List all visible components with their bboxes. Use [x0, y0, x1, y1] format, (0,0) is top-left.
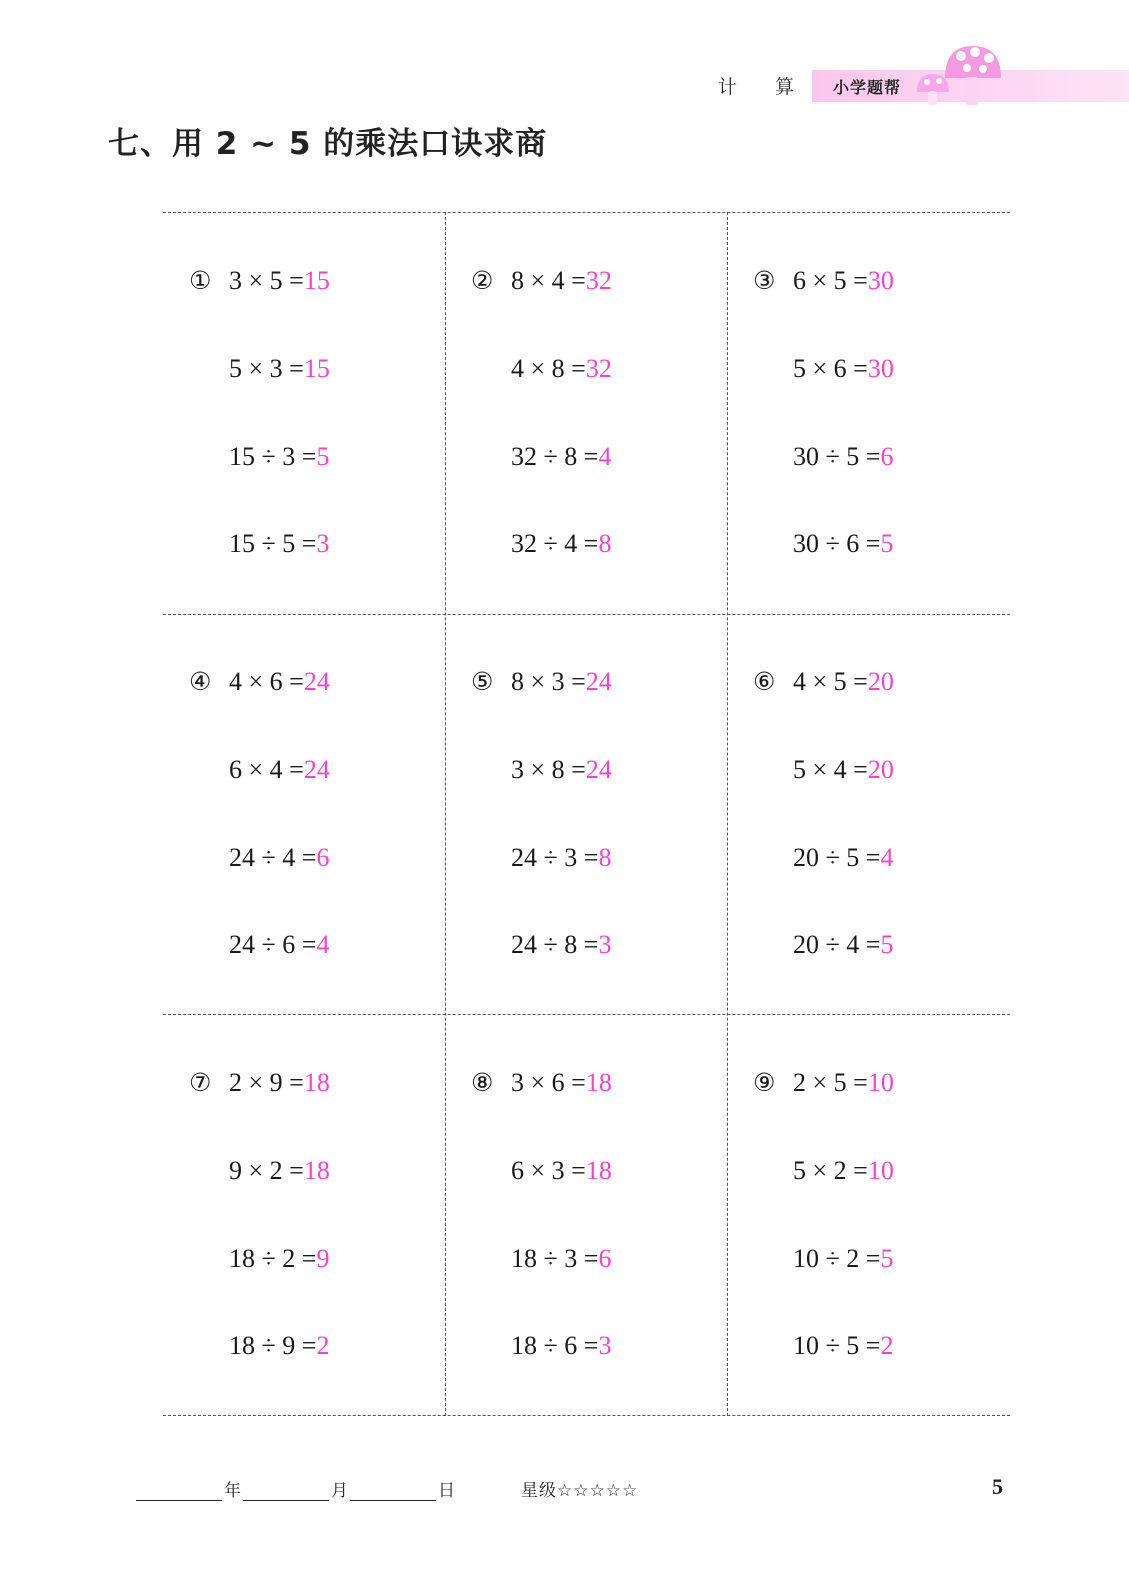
equation-answer: 15: [303, 354, 330, 383]
equation-expression: 2 × 5 =: [793, 1068, 868, 1097]
problem-number: ⑦: [189, 1068, 212, 1097]
equation-answer: 18: [585, 1068, 612, 1097]
equation-answer: 24: [303, 755, 330, 784]
equation: [511, 442, 611, 472]
equation-expression: 8 × 3 =: [511, 667, 586, 696]
equation-expression: 4 × 8 =: [511, 354, 586, 383]
equation-expression: 5 × 2 =: [793, 1156, 868, 1185]
equation: [793, 529, 893, 559]
equation-answer: 10: [867, 1068, 894, 1097]
equation-answer: 6: [598, 1244, 612, 1273]
problem-8: [445, 1014, 727, 1415]
header-brand: 小学题帮: [833, 78, 902, 97]
equation: [471, 667, 612, 697]
equation-expression: 18 ÷ 2 =: [229, 1244, 317, 1273]
equation-answer: 4: [316, 930, 330, 959]
equation-answer: 3: [598, 1331, 612, 1360]
equation-expression: 5 × 3 =: [229, 354, 304, 383]
problem-grid: [163, 212, 1010, 1416]
equation-expression: 10 ÷ 5 =: [793, 1331, 881, 1360]
mushroom-icon: [915, 40, 1005, 110]
equation: [793, 1331, 893, 1361]
equation: [189, 1068, 330, 1098]
day-label: 日: [438, 1481, 455, 1501]
equation-answer: 3: [598, 930, 612, 959]
problem-number: ⑤: [471, 667, 494, 696]
equation-answer: 10: [867, 1156, 894, 1185]
page-number: 5: [992, 1474, 1003, 1499]
equation-expression: 3 × 8 =: [511, 755, 586, 784]
equation-answer: 8: [598, 529, 612, 558]
equation-answer: 6: [880, 442, 894, 471]
problem-9: [727, 1014, 1009, 1415]
day-blank[interactable]: [350, 1480, 436, 1501]
equation-answer: 30: [867, 354, 894, 383]
equation: [511, 1156, 612, 1186]
equation-expression: 30 ÷ 6 =: [793, 529, 881, 558]
equation: [471, 266, 612, 296]
equation: [189, 667, 330, 697]
star-rating: 星级☆☆☆☆☆: [521, 1481, 639, 1501]
equation-answer: 30: [867, 266, 894, 295]
equation: [229, 1244, 329, 1274]
equation-expression: 24 ÷ 6 =: [229, 930, 317, 959]
equation-expression: 10 ÷ 2 =: [793, 1244, 881, 1273]
equation-expression: 3 × 5 =: [229, 266, 304, 295]
equation-expression: 30 ÷ 5 =: [793, 442, 881, 471]
equation-expression: 9 × 2 =: [229, 1156, 304, 1185]
section-title: 七、用 2 ~ 5 的乘法口诀求商: [108, 126, 548, 162]
equation: [229, 930, 329, 960]
problem-number: ⑧: [471, 1068, 494, 1097]
equation: [793, 843, 893, 873]
equation-answer: 4: [880, 843, 894, 872]
equation: [229, 1331, 329, 1361]
problem-number: ②: [471, 266, 494, 295]
year-blank[interactable]: [136, 1480, 222, 1501]
equation-expression: 18 ÷ 6 =: [511, 1331, 599, 1360]
problem-3: [727, 212, 1009, 613]
equation: [229, 354, 330, 384]
problem-number: ⑨: [753, 1068, 776, 1097]
problem-number: ③: [753, 266, 776, 295]
equation-expression: 18 ÷ 9 =: [229, 1331, 317, 1360]
equation-expression: 4 × 5 =: [793, 667, 868, 696]
equation-answer: 8: [598, 843, 612, 872]
header-label: 计 算: [718, 76, 811, 98]
problem-number: ④: [189, 667, 212, 696]
problem-number: ⑥: [753, 667, 776, 696]
equation: [753, 1068, 894, 1098]
equation: [793, 1244, 893, 1274]
equation: [793, 930, 893, 960]
equation: [229, 529, 329, 559]
equation-expression: 32 ÷ 8 =: [511, 442, 599, 471]
equation: [471, 1068, 612, 1098]
equation-expression: 24 ÷ 4 =: [229, 843, 317, 872]
equation: [229, 1156, 330, 1186]
equation: [189, 266, 330, 296]
equation-answer: 18: [303, 1156, 330, 1185]
equation-answer: 18: [303, 1068, 330, 1097]
equation-answer: 32: [585, 354, 612, 383]
equation-expression: 2 × 9 =: [229, 1068, 304, 1097]
equation-answer: 15: [303, 266, 330, 295]
equation-expression: 6 × 3 =: [511, 1156, 586, 1185]
equation: [229, 843, 329, 873]
equation-answer: 9: [316, 1244, 330, 1273]
problem-number: ①: [189, 266, 212, 295]
equation-expression: 24 ÷ 3 =: [511, 843, 599, 872]
equation: [793, 354, 894, 384]
equation-answer: 20: [867, 755, 894, 784]
equation-expression: 24 ÷ 8 =: [511, 930, 599, 959]
equation-expression: 6 × 5 =: [793, 266, 868, 295]
equation-answer: 6: [316, 843, 330, 872]
equation-answer: 4: [598, 442, 612, 471]
equation-expression: 32 ÷ 4 =: [511, 529, 599, 558]
equation: [511, 930, 611, 960]
equation-expression: 15 ÷ 3 =: [229, 442, 317, 471]
month-label: 月: [331, 1481, 348, 1501]
grid-line: [163, 1415, 1010, 1416]
equation-answer: 24: [303, 667, 330, 696]
problem-2: [445, 212, 727, 613]
problem-5: [445, 613, 727, 1014]
equation-expression: 8 × 4 =: [511, 266, 586, 295]
equation: [793, 755, 894, 785]
equation-expression: 20 ÷ 4 =: [793, 930, 881, 959]
equation-expression: 6 × 4 =: [229, 755, 304, 784]
equation-answer: 3: [316, 529, 330, 558]
equation-expression: 3 × 6 =: [511, 1068, 586, 1097]
problem-4: [163, 613, 445, 1014]
equation-answer: 5: [880, 529, 894, 558]
equation: [753, 266, 894, 296]
equation-expression: 5 × 4 =: [793, 755, 868, 784]
problem-1: [163, 212, 445, 613]
equation-answer: 18: [585, 1156, 612, 1185]
problem-6: [727, 613, 1009, 1014]
equation: [511, 354, 612, 384]
equation: [511, 1331, 611, 1361]
equation: [511, 755, 612, 785]
problem-7: [163, 1014, 445, 1415]
equation-expression: 20 ÷ 5 =: [793, 843, 881, 872]
equation-answer: 20: [867, 667, 894, 696]
equation: [793, 442, 893, 472]
year-label: 年: [224, 1481, 241, 1501]
equation-answer: 24: [585, 755, 612, 784]
equation: [753, 667, 894, 697]
equation-expression: 5 × 6 =: [793, 354, 868, 383]
equation-answer: 24: [585, 667, 612, 696]
equation-answer: 2: [880, 1331, 894, 1360]
equation-expression: 4 × 6 =: [229, 667, 304, 696]
equation-answer: 5: [880, 1244, 894, 1273]
equation-answer: 5: [880, 930, 894, 959]
month-blank[interactable]: [243, 1480, 329, 1501]
equation: [229, 442, 329, 472]
equation: [511, 1244, 611, 1274]
equation: [229, 755, 330, 785]
footer: [136, 1476, 638, 1501]
equation-answer: 5: [316, 442, 330, 471]
equation: [511, 529, 611, 559]
equation: [511, 843, 611, 873]
equation-expression: 15 ÷ 5 =: [229, 529, 317, 558]
equation-answer: 32: [585, 266, 612, 295]
equation-expression: 18 ÷ 3 =: [511, 1244, 599, 1273]
equation: [793, 1156, 894, 1186]
equation-answer: 2: [316, 1331, 330, 1360]
